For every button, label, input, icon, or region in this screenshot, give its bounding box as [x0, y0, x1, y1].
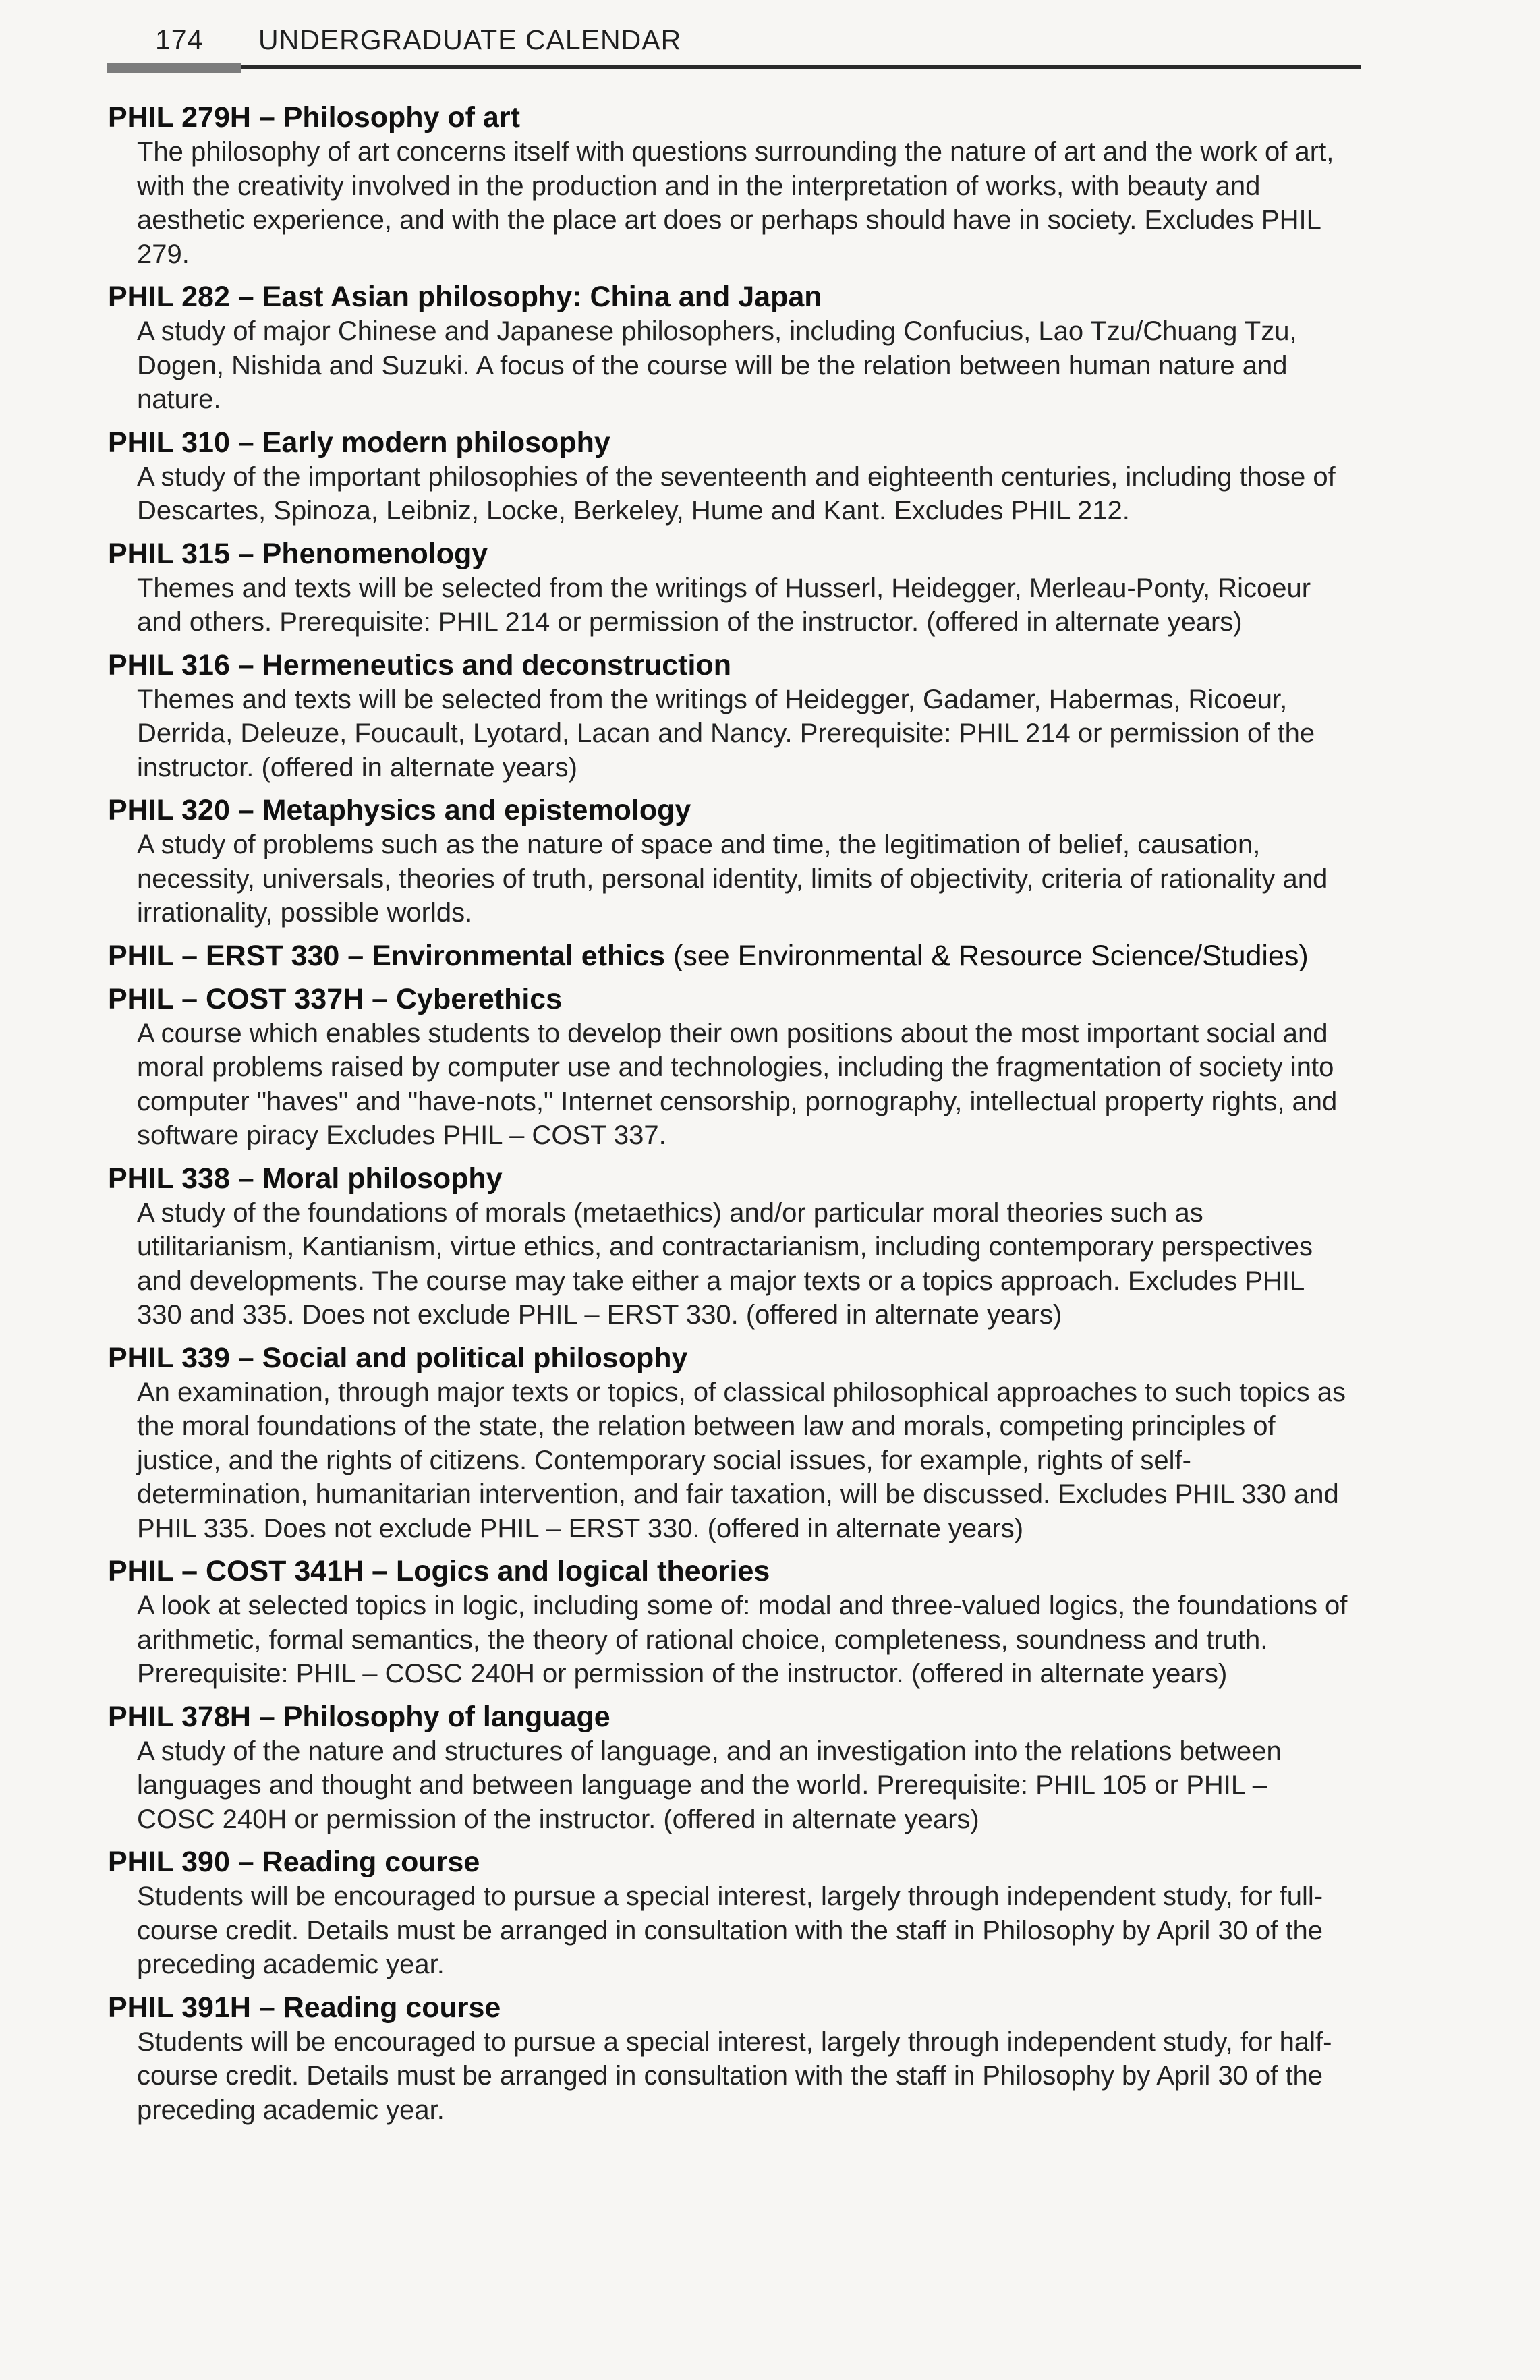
course-title: PHIL – COST 337H – Cyberethics [108, 982, 563, 1015]
course-entry [108, 279, 1352, 417]
header-rule [241, 65, 1361, 69]
course-title: PHIL 310 – Early modern philosophy [108, 426, 610, 459]
course-entry [108, 1990, 1352, 2128]
course-title: PHIL 282 – East Asian philosophy: China and Japan [108, 281, 822, 313]
course-list [108, 100, 1352, 2135]
course-description: Students will be encouraged to pursue a special interest, largely through independent study, for full-course credit. Details must be arranged in consultation with the staff in Philosophy by April 30 of the preceding academic year. [137, 1881, 1323, 1979]
course-description: The philosophy of art concerns itself with questions surrounding the nature of art and the work of art, with the creativity involved in the production and in the interpretation of works, with beauty and aesthetic experience, and with the place art does or perhaps should have in society. Excludes PHIL 279. [137, 137, 1334, 269]
page-header [107, 20, 1361, 65]
header-rule-accent [107, 63, 241, 73]
cross-reference-note: (see Environmental & Resource Science/Studies) [673, 939, 1309, 972]
course-description: Students will be encouraged to pursue a special interest, largely through independent study, for half-course credit. Details must be arranged in consultation with the staff in Philosophy by April 30 of the preceding academic year. [137, 2027, 1332, 2125]
course-title: PHIL 391H – Reading course [108, 1991, 501, 2024]
course-title: PHIL – COST 341H – Logics and logical theories [108, 1555, 770, 1587]
course-title: PHIL 320 – Metaphysics and epistemology [108, 794, 691, 826]
course-description: A study of the nature and structures of language, and an investigation into the relations between languages and thought and between language and the world. Prerequisite: PHIL 105 or PHIL – COSC 240H or permission of the instructor. (offered in alternate years) [137, 1736, 1282, 1834]
course-entry [108, 100, 1352, 271]
course-description: Themes and texts will be selected from the writings of Heidegger, Gadamer, Habermas, Ricoeur, Derrida, Deleuze, Foucault, Lyotard, Lacan and Nancy. Prerequisite: PHIL 214 or permission of the instructor. (offered in alternate years) [137, 684, 1315, 783]
course-entry [108, 982, 1352, 1153]
course-description: A study of the important philosophies of the seventeenth and eighteenth centuries, including those of Descartes, Spinoza, Leibniz, Locke, Berkeley, Hume and Kant. Excludes PHIL 212. [137, 461, 1336, 526]
course-entry [108, 1161, 1352, 1332]
course-entry [108, 425, 1352, 528]
course-title: PHIL 315 – Phenomenology [108, 537, 488, 570]
course-entry [108, 938, 1352, 973]
course-title: PHIL 390 – Reading course [108, 1846, 480, 1878]
course-entry [108, 1699, 1352, 1837]
course-entry [108, 648, 1352, 785]
course-description: A look at selected topics in logic, including some of: modal and three-valued logics, the foundations of arithmetic, formal semantics, the theory of rational choice, completeness, soundness and truth. Prerequisite: PHIL – COSC 240H or permission of the instructor. (offered in alternate years) [137, 1591, 1348, 1689]
course-entry [108, 1554, 1352, 1691]
running-title: UNDERGRADUATE CALENDAR [258, 24, 682, 55]
course-description: A study of major Chinese and Japanese philosophers, including Confucius, Lao Tzu/Chuang Tzu, Dogen, Nishida and Suzuki. A focus of the course will be the relation between human nature and nature. [137, 316, 1297, 414]
course-entry [108, 1844, 1352, 1982]
course-description: A study of the foundations of morals (metaethics) and/or particular moral theories such as utilitarianism, Kantianism, virtue ethics, and contractarianism, including contemporary perspectives and developments. The course may take either a major texts or a topics approach. Excludes PHIL 330 and 335. Does not exclude PHIL – ERST 330. (offered in alternate years) [137, 1197, 1313, 1330]
course-title: PHIL 378H – Philosophy of language [108, 1700, 610, 1733]
course-title: PHIL 339 – Social and political philosophy [108, 1341, 688, 1374]
course-entry [108, 1340, 1352, 1546]
course-description: A course which enables students to develop their own positions about the most important social and moral problems raised by computer use and technologies, including the fragmentation of society into computer "haves" and "have-nots," Internet censorship, pornography, intellectual property rights, and software piracy Excludes PHIL – COST 337. [137, 1018, 1338, 1150]
course-title: PHIL 316 – Hermeneutics and deconstruction [108, 648, 731, 681]
course-description: An examination, through major texts or topics, of classical philosophical approaches to such topics as the moral foundations of the state, the relation between law and morals, competing principles of justice, and the rights of citizens. Contemporary social issues, for example, rights of self-determination, humanitarian intervention, and fair taxation, will be discussed. Excludes PHIL 330 and PHIL 335. Does not exclude PHIL – ERST 330. (offered in alternate years) [137, 1377, 1346, 1543]
page-number: 174 [155, 24, 204, 55]
course-title-with-note [108, 938, 1352, 973]
course-title: PHIL 338 – Moral philosophy [108, 1162, 503, 1195]
course-description: Themes and texts will be selected from the writings of Husserl, Heidegger, Merleau-Ponty, Ricoeur and others. Prerequisite: PHIL 214 or permission of the instructor. (offered in alternate years) [137, 573, 1311, 637]
course-title: PHIL 279H – Philosophy of art [108, 101, 520, 134]
course-description: A study of problems such as the nature of space and time, the legitimation of belief, causation, necessity, universals, theories of truth, personal identity, limits of objectivity, criteria of rationality and irrationality, possible worlds. [137, 830, 1328, 928]
course-entry [108, 793, 1352, 930]
course-entry [108, 536, 1352, 640]
course-title-text: PHIL – ERST 330 – Environmental ethics [108, 939, 666, 972]
